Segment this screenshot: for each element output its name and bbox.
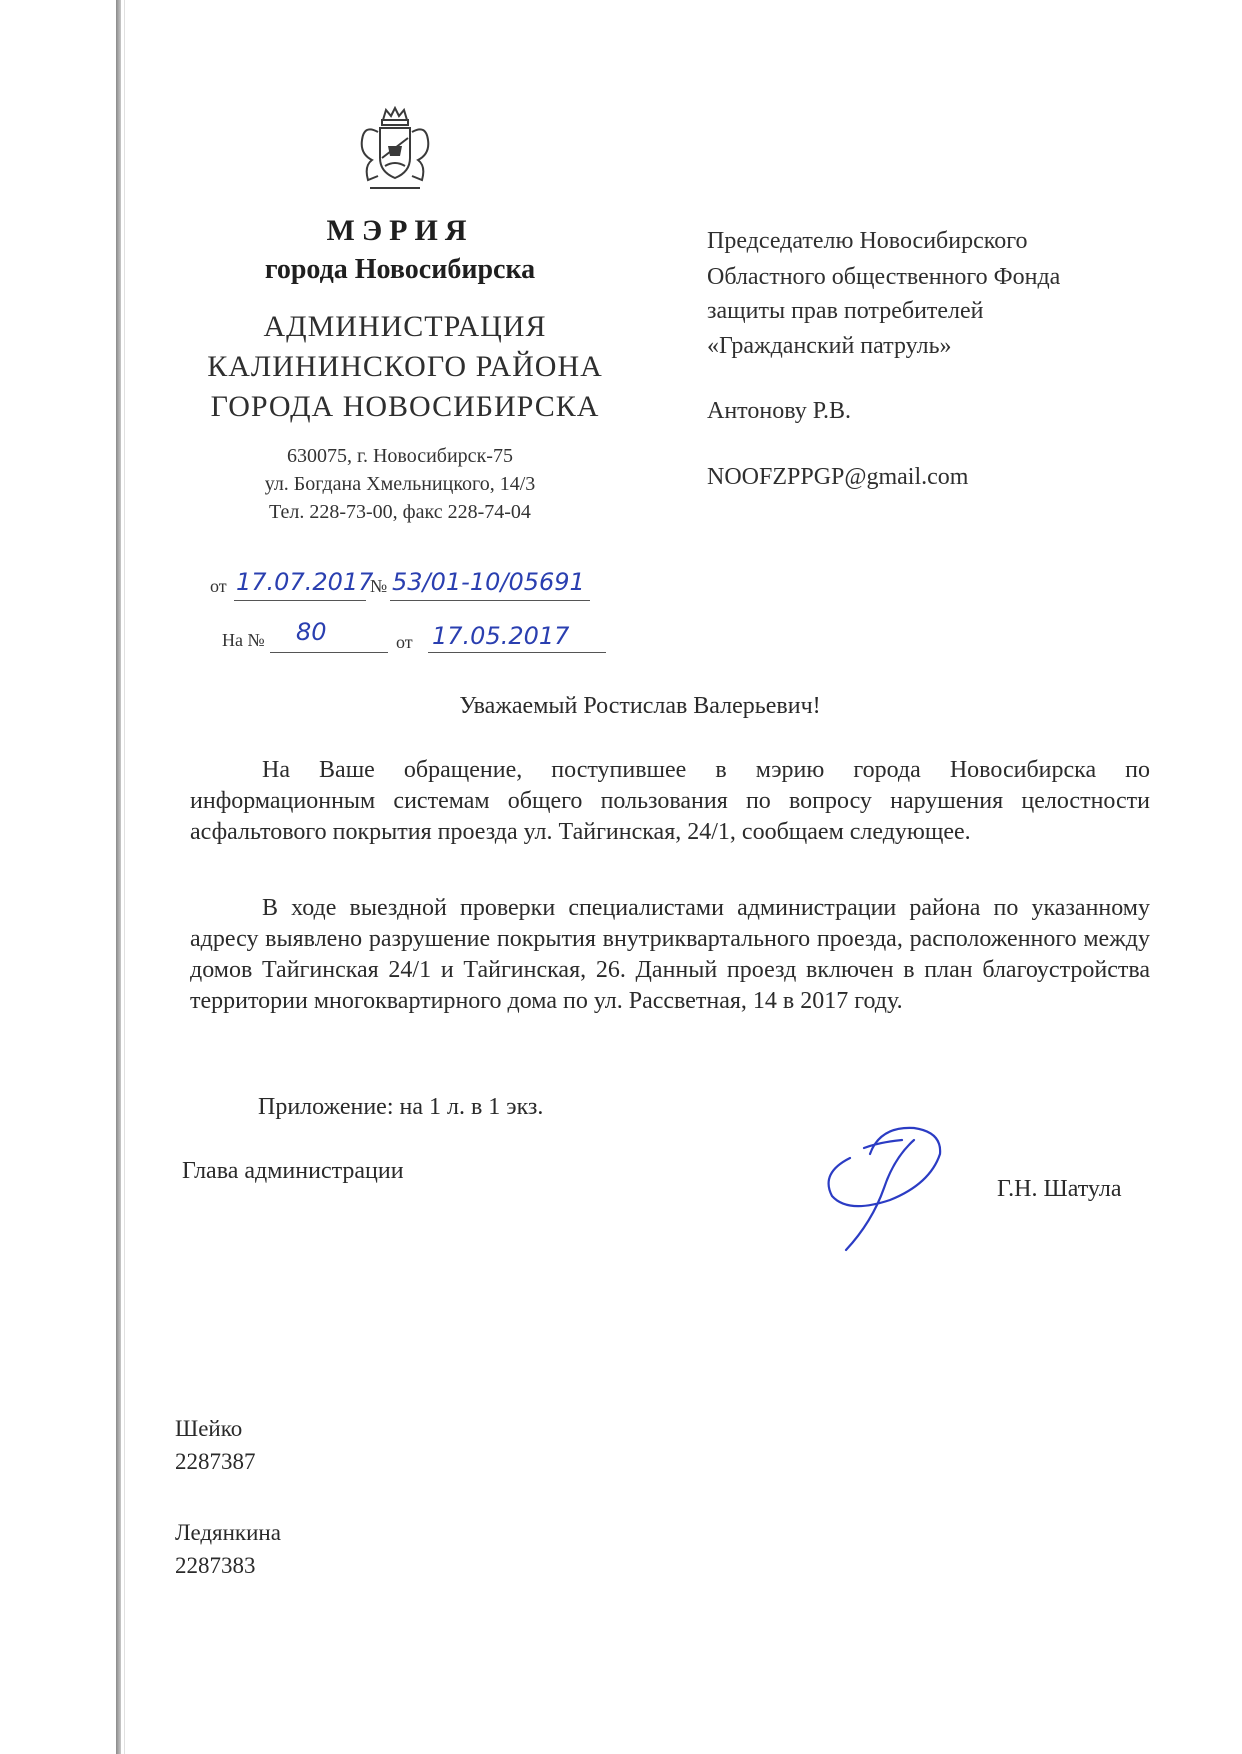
recipient-line-2: Областного общественного Фонда xyxy=(707,264,1061,290)
number-prefix: № xyxy=(370,576,388,596)
number-underline xyxy=(390,600,590,601)
number-handwritten: 53/01-10/05691 xyxy=(392,568,585,596)
salutation: Уважаемый Ростислав Валерьевич! xyxy=(459,693,821,719)
recipient-name: Антонову Р.В. xyxy=(707,398,852,424)
admin-title-line-3: ГОРОДА НОВОСИБИРСКА xyxy=(210,390,600,423)
recipient-line-1: Председателю Новосибирского xyxy=(707,228,1028,254)
reply-date-underline xyxy=(428,652,606,653)
body-paragraph-2-text: В ходе выездной проверки специалистами администрации района по указанному адресу выявлено разрушение покрытия внутриквартального проезда, расположенного между домов Тайгинская 24/1 и Тайгинская, 26. Данный проезд включен в план благоустройства территории многоквартирного дома по ул. Рассветная, 14 в 2017 году. xyxy=(190,895,1150,1014)
signatory-name: Г.Н. Шатула xyxy=(997,1176,1122,1202)
reply-prefix: На № xyxy=(222,630,265,650)
attachment-note: Приложение: на 1 л. в 1 экз. xyxy=(258,1094,544,1120)
recipient-email: NOOFZPPGP@gmail.com xyxy=(707,464,969,490)
admin-title-line-2: КАЛИНИНСКОГО РАЙОНА xyxy=(207,350,603,383)
address-line-2: ул. Богдана Хмельницкого, 14/3 xyxy=(264,473,536,495)
coat-of-arms-icon xyxy=(350,106,440,198)
reply-date-handwritten: 17.05.2017 xyxy=(432,622,570,650)
signatory-position: Глава администрации xyxy=(182,1158,404,1184)
from-prefix: от xyxy=(210,576,227,596)
reply-date-prefix: от xyxy=(396,632,413,652)
scan-edge-shadow xyxy=(124,0,125,1754)
city-title: города Новосибирска xyxy=(264,254,536,285)
recipient-line-3: защиты прав потребителей xyxy=(707,298,984,324)
meria-title: МЭРИЯ xyxy=(326,214,474,247)
handwritten-signature xyxy=(810,1118,960,1258)
from-date-underline xyxy=(234,600,366,601)
body-paragraph-1-text: На Ваше обращение, поступившее в мэрию города Новосибирска по информационным системам общего пользования по вопросу нарушения целостности асфальтового покрытия проезда ул. Тайгинская, 24/1, сообщаем следующее. xyxy=(190,757,1150,845)
from-date-handwritten: 17.07.2017 xyxy=(236,568,374,596)
reply-number-underline xyxy=(270,652,388,653)
recipient-line-4: «Гражданский патруль» xyxy=(707,333,952,359)
reply-number-handwritten: 80 xyxy=(296,618,327,646)
contact-name-2: Ледянкина xyxy=(175,1520,281,1545)
admin-title-line-1: АДМИНИСТРАЦИЯ xyxy=(263,310,547,343)
body-paragraph-1 xyxy=(190,755,1150,848)
contact-phone-1: 2287387 xyxy=(175,1449,256,1474)
contact-name-1: Шейко xyxy=(175,1416,243,1441)
scan-edge xyxy=(116,0,121,1754)
address-line-3: Тел. 228-73-00, факс 228-74-04 xyxy=(269,501,531,523)
contact-phone-2: 2287383 xyxy=(175,1553,256,1578)
address-line-1: 630075, г. Новосибирск-75 xyxy=(287,445,513,467)
body-paragraph-2 xyxy=(190,893,1150,1017)
